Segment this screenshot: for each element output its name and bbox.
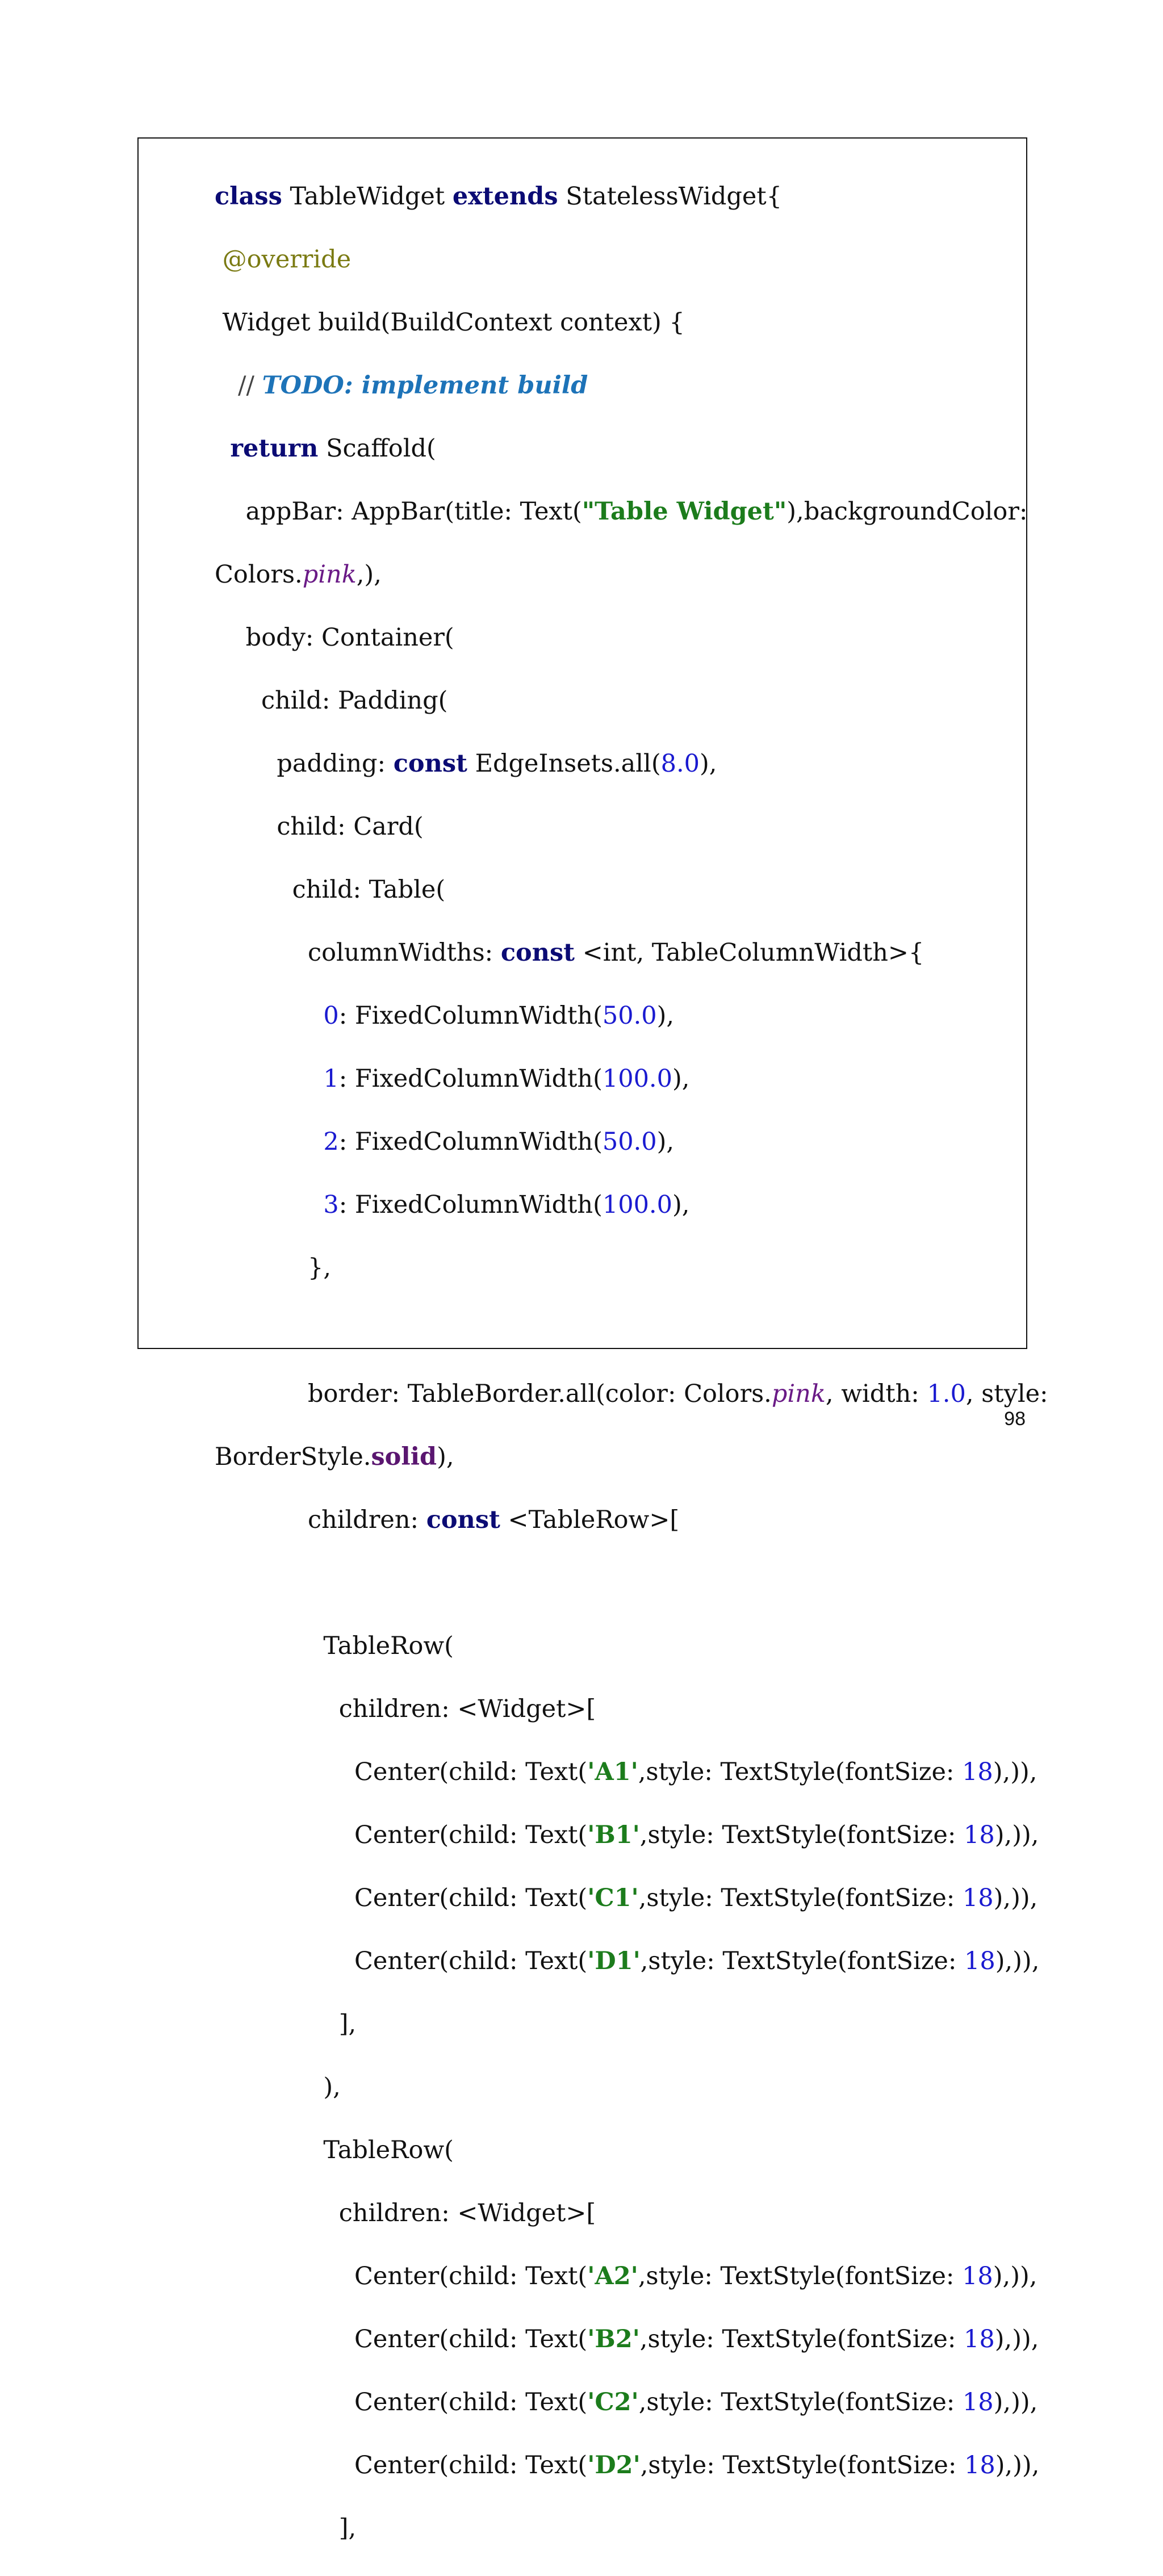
code-text: Center(child: Text( [215,1946,588,1975]
number-literal: 18 [962,1757,993,1786]
keyword: const [500,938,575,967]
code-text: ), [699,749,717,778]
number-literal: 18 [962,2261,993,2290]
code-text: BorderStyle. [215,1442,371,1471]
code-text: : FixedColumnWidth( [338,1190,603,1219]
code-line [215,1505,1021,1536]
code-text: child: Padding( [215,686,448,715]
indent [215,1065,323,1093]
color-field: pink [302,560,357,589]
code-text: ), [437,1442,454,1471]
indent [215,434,230,463]
code-text: ), [215,2072,341,2101]
code-line [215,307,1021,339]
code-text: children: <Widget>[ [215,2198,596,2227]
annotation: @override [222,245,352,274]
code-text: ),)), [993,1883,1038,1912]
code-text: Center(child: Text( [215,2387,588,2416]
indent [215,245,223,274]
code-line [215,1757,1038,1788]
code-text: Center(child: Text( [215,1757,588,1786]
code-line [215,748,1021,780]
code-text: : FixedColumnWidth( [338,1127,603,1156]
code-line [215,1126,1021,1158]
code-text: padding: [215,749,394,778]
indent [215,1128,323,1156]
string-literal: 'C2' [587,2387,639,2416]
number-literal: 18 [964,2324,995,2353]
code-text: ),)), [995,2451,1040,2479]
code-text: TableRow( [215,2135,454,2164]
code-text: ,style: TextStyle(fontSize: [638,2261,963,2290]
code-text: : FixedColumnWidth( [338,1001,603,1030]
code-text: body: Container( [215,623,454,652]
code-text: ,style: TextStyle(fontSize: [639,2324,964,2353]
code-text: Scaffold( [318,434,436,463]
code-text: ,style: TextStyle(fontSize: [640,2451,964,2479]
indent [254,371,262,400]
code-text: EdgeInsets.all( [467,749,661,778]
number-literal: 50.0 [602,1127,657,1156]
code-line [215,2135,1021,2167]
code-text: child: Table( [215,875,446,904]
code-line [215,1694,1021,1725]
string-literal: "Table Widget" [582,497,787,526]
code-text: ),)), [993,2387,1038,2416]
code-text: ,style: TextStyle(fontSize: [638,1757,963,1786]
code-line [215,937,1021,969]
code-text: ), [656,1127,675,1156]
code-text: child: Card( [215,812,424,841]
code-text: ),)), [994,1820,1039,1849]
code-text: Widget build(BuildContext context) { [215,308,685,337]
keyword: extends [452,182,558,211]
number-literal: 0 [323,1001,339,1030]
code-text: <int, TableColumnWidth>{ [575,938,924,967]
code-text: ,style: TextStyle(fontSize: [639,1820,964,1849]
code-text: ),)), [994,2324,1039,2353]
code-text: columnWidths: [215,938,501,967]
code-line [215,1189,1021,1221]
code-text: Center(child: Text( [215,1883,588,1912]
number-literal: 8.0 [660,749,700,778]
code-line-blank [215,1568,1021,1599]
code-text: Colors. [215,560,303,589]
code-text: : FixedColumnWidth( [338,1064,603,1093]
code-text: appBar: AppBar(title: Text( [215,497,582,526]
code-text: ,style: TextStyle(fontSize: [638,1883,963,1912]
keyword: class [215,182,282,211]
code-line [215,1883,1038,1915]
code-text: ),)), [995,1946,1040,1975]
code-text: Center(child: Text( [215,2324,588,2353]
code-line [215,1631,1021,1662]
code-line [215,1442,1021,1473]
color-field: pink [771,1379,826,1408]
keyword: return [230,434,319,463]
code-text: TableWidget [282,182,453,211]
code-text: }, [215,1253,332,1282]
number-literal: 18 [962,1883,994,1912]
indent [215,1002,323,1030]
code-line [215,370,1021,402]
code-text: ,style: TextStyle(fontSize: [640,1946,964,1975]
code-line [215,244,1021,276]
code-text: , style: [965,1379,1048,1408]
code-text: <TableRow>[ [500,1505,680,1534]
code-text: ,style: TextStyle(fontSize: [638,2387,963,2416]
code-line [215,874,1021,906]
code-line [215,181,1021,213]
code-text: ),)), [993,1757,1038,1786]
string-literal: 'A2' [587,2261,638,2290]
keyword: const [426,1505,500,1534]
indent [215,1191,323,1219]
code-text: ), [656,1001,675,1030]
number-literal: 2 [323,1127,339,1156]
code-text: Center(child: Text( [215,1820,588,1849]
code-line [215,1000,1021,1032]
code-line [215,433,1021,465]
number-literal: 100.0 [602,1190,672,1219]
string-literal: 'A1' [587,1757,638,1786]
code-listing [215,149,1048,2576]
code-line [215,1253,1021,1284]
number-literal: 18 [964,1820,995,1849]
code-text: ,), [356,560,382,589]
code-text: ), [672,1190,690,1219]
page-number: 98 [1004,1408,1026,1430]
string-literal: 'D2' [587,2451,641,2479]
code-line [215,1946,1040,1978]
number-literal: 1 [323,1064,339,1093]
code-text: , width: [825,1379,927,1408]
keyword: const [393,749,467,778]
code-text: TableRow( [215,1631,454,1660]
code-line [215,1063,1021,1095]
number-literal: 100.0 [602,1064,672,1093]
code-line [215,685,1021,717]
code-line [215,2072,1021,2104]
code-line [215,811,1021,843]
code-text: ), [672,1064,690,1093]
code-text: border: TableBorder.all(color: Colors. [215,1379,772,1408]
code-text: ], [215,2514,357,2543]
code-text: Center(child: Text( [215,2261,588,2290]
code-line [215,2009,1021,2041]
indent [215,371,238,400]
string-literal: 'D1' [587,1946,641,1975]
number-literal: 18 [964,2451,995,2479]
string-literal: 'B2' [587,2324,640,2353]
number-literal: 50.0 [602,1001,657,1030]
code-text: ], [215,2009,357,2038]
number-literal: 3 [323,1190,339,1219]
code-text: children: [215,1505,426,1534]
number-literal: 1.0 [927,1379,966,1408]
code-line [215,622,1021,654]
code-line [215,2261,1038,2293]
code-line [215,2513,1021,2545]
code-text: ),backgroundColor: [787,497,1028,526]
string-literal: 'B1' [587,1820,640,1849]
code-line [215,2198,1021,2230]
code-line [215,1379,1048,1410]
code-line [215,1820,1039,1852]
enum-value: solid [371,1442,437,1471]
code-text: children: <Widget>[ [215,1694,596,1723]
number-literal: 18 [964,1946,995,1975]
code-line [215,496,1028,528]
code-line [215,2324,1039,2356]
code-line [215,559,1021,591]
code-text: Center(child: Text( [215,2451,588,2479]
todo-comment: TODO: implement build [262,371,588,400]
comment-slashes: // [238,371,254,400]
code-line [215,2450,1040,2482]
number-literal: 18 [962,2387,994,2416]
code-line-blank [215,1316,1021,1347]
code-line [215,2387,1038,2419]
code-text: StatelessWidget{ [558,182,783,211]
string-literal: 'C1' [587,1883,639,1912]
code-text: ),)), [993,2261,1038,2290]
